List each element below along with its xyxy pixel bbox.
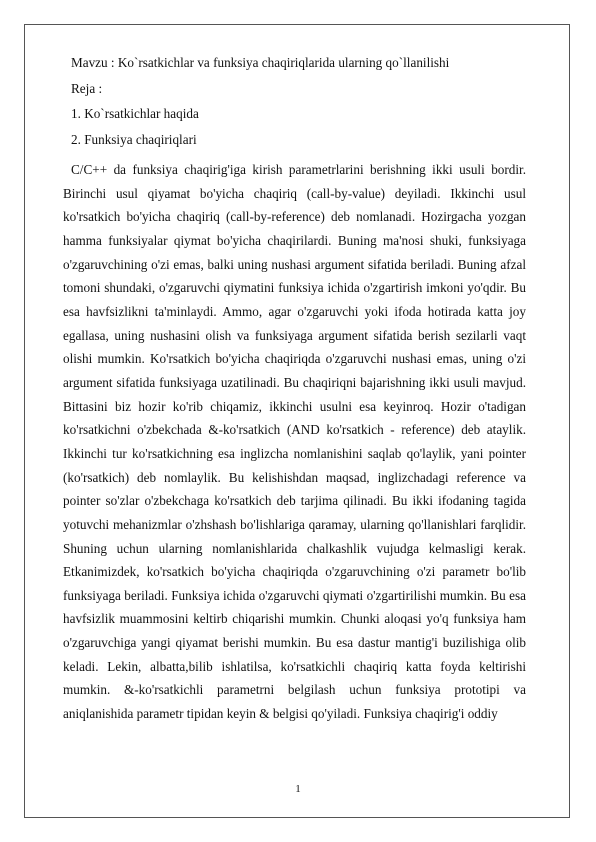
plan-item-2: 2. Funksiya chaqiriqlari <box>71 131 197 147</box>
document-content <box>63 56 526 726</box>
topic-line: Mavzu : Ko`rsatkichlar va funksiya chaqiriqlarida ularning qo`llanilishi <box>71 55 450 70</box>
body-paragraph: C/C++ da funksiya chaqirig'iga kirish parametrlarini berishning ikki usuli bordir. Birinchi usul qiyamat bo'yicha chaqiriq (call-by-value) deyiladi. Ikkinchi usul ko'rsatkich bo'yicha chaqiriq (call-by-reference) deb nomlanadi. Hozirgacha yozgan hamma funksiyalar qiymat bo'yicha chaqirilardi. Buning ma'nosi shuki, funksiyaga o'zgaruvchining o'zi emas, balki uning nushasi argument sifatida beriladi. Buning afzal tomoni shundaki, o'zgaruvchi qiymatini funksiya ichida o'zgartirish imkoni yo'qdir. Bu esa havfsizlikni ta'minlaydi. Ammo, agar o'zgaruvchi yoki ifoda hotirada katta joy egallasa, uning nushasini olish va funksiyaga argument sifatida berish sezilarli vaqt olishi mumkin. Ko'rsatkich bo'yicha chaqiriqda o'zgaruvchi nushasi emas, uning o'zi argument sifatida funksiyaga uzatilinadi. Bu chaqiriqni bajarishning ikki usuli mavjud. Bittasini biz hozir ko'rib chiqamiz, ikkinchi usulni esa keyinroq. Hozir o'tadigan ko'rsatkichni o'zbekchada &-ko'rsatkich (AND ko'rsatkich - reference) deb ataylik. Ikkinchi tur ko'rsatkichning esa inglizcha nomlanishini saqlab qo'laylik, yani pointer (ko'rsatkich) deb nomlaylik. Bu kelishishdan maqsad, inglizchadagi reference va pointer so'zlar o'zbekchaga ko'rsatkich deb tarjima qilinadi. Bu ikki ifodaning tagida yotuvchi mehanizmlar o'zhshash bo'lishlariga qaramay, ularning qo'llanishlari farqlidir. Shuning uchun ularning nomlanishlarida chalkashlik vujudga kelmasligi kerak. Etkanimizdek, ko'rsatkich bo'yicha chaqiriqda o'zgaruvchining o'zi parametr bo'lib funksiyaga beriladi. Funksiya ichida o'zgaruvchi qiymati o'zgartirilishi mumkin. Bu esa havfsizlik muammosini keltirb chiqarishi mumkin. Chunki aloqasi yo'q funksiya ham o'zgaruvchiga yangi qiyamat berishi mumkin. Bu esa dastur mantig'i buzilishiga olib keladi. Lekin, albatta,bilib ishlatilsa, ko'rsatkichli chaqiriq katta foyda keltirishi mumkin. &-ko'rsatkichli parametrni belgilash uchun funksiya prototipi va aniqlanishida parametr tipidan keyin & belgisi qo'yiladi. Funksiya chaqirig'i oddiy <box>63 162 526 722</box>
plan-item-1: 1. Ko`rsatkichlar haqida <box>71 106 199 121</box>
plan-heading: Reja : <box>71 80 103 96</box>
page-number: 1 <box>295 783 301 795</box>
